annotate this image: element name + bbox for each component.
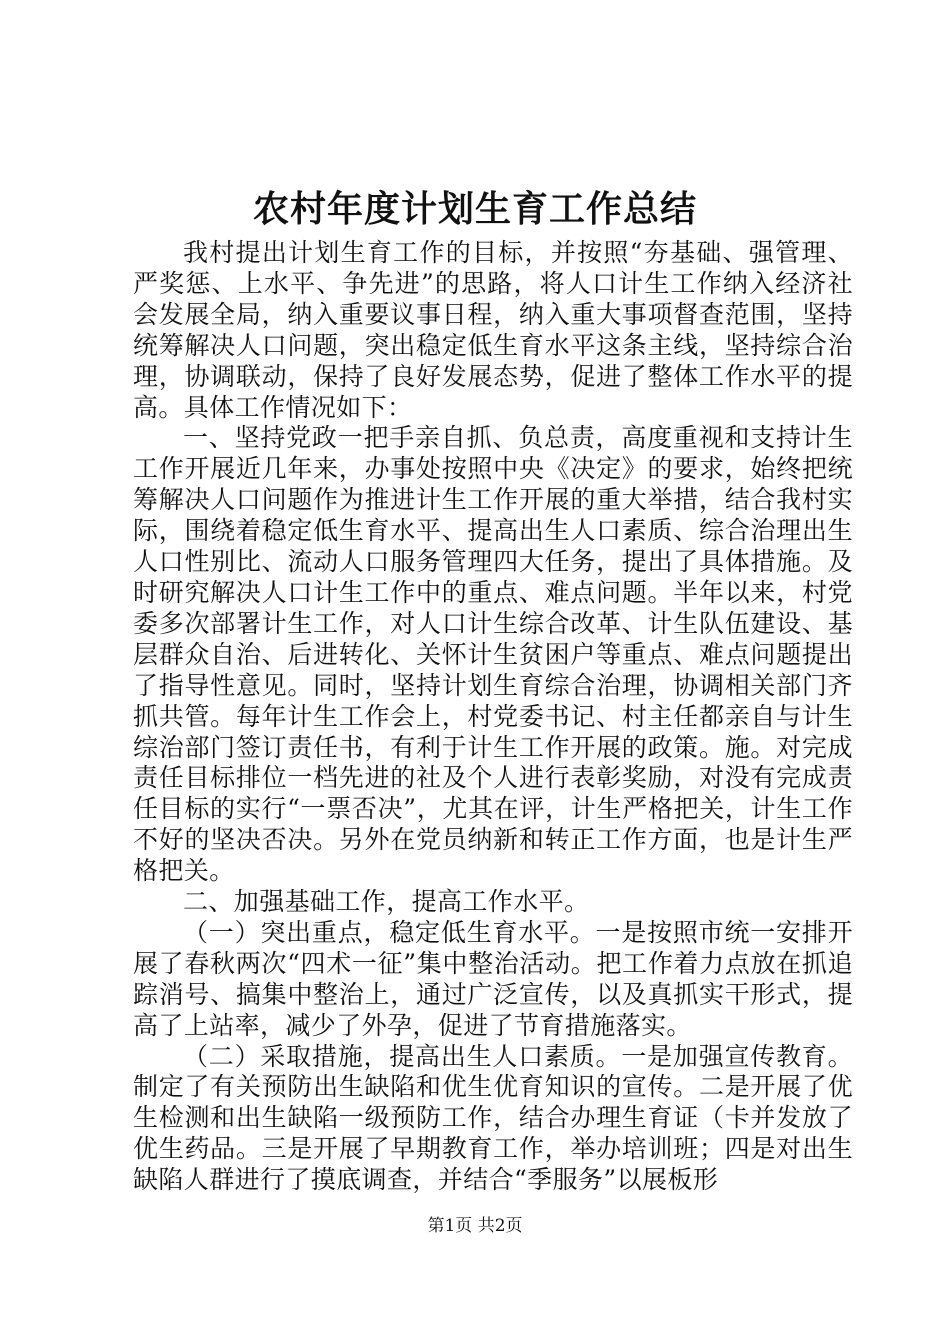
paragraph-section-1: 一、坚持党政一把手亲自抓、负总责，高度重视和支持计生工作开展近几年来，办事处按照中央《决定》的要求，始终把统筹解决人口问题作为推进计生工作开展的重大举措，结合我村实际，围绕着稳定低生育水平、提高出生人口素质、综合治理出生人口性别比、流动人口服务管理四大任务，提出了具体措施。及时研究解决人口计生工作中的重点、难点问题。半年以来，村党委多次部署计生工作，对人口计生综合改革、计生队伍建设、基层群众自治、后进转化、关怀计生贫困户等重点、难点问题提出了指导性意见。同时，坚持计划生育综合治理，协调相关部门齐抓共管。每年计生工作会上，村党委书记、村主任都亲自与计生综治部门签订责任书，有利于计生工作开展的政策。施。对完成责任目标排位一档先进的社及个人进行表彰奖励，对没有完成责任目标的实行“一票否决”，尤其在评，计生严格把关，计生工作不好的坚决否决。另外在党员纳新和转正工作方面，也是计生严格把关。 (133, 423, 853, 886)
paragraph-section-2-heading: 二、加强基础工作，提高工作水平。 (183, 887, 590, 917)
paragraph-intro: 我村提出计划生育工作的目标，并按照“夯基础、强管理、严奖惩、上水平、争先进”的思路，将人口计生工作纳入经济社会发展全局，纳入重要议事日程，纳入重大事项督查范围，坚持统筹解决人口问题，突出稳定低生育水平这条主线，坚持综合治理，协调联动，保持了良好发展态势，促进了整体工作水平的提高。具体工作情况如下： (133, 238, 853, 422)
paragraph-section-2-item-1: （一）突出重点，稳定低生育水平。一是按照市统一安排开展了春秋两次“四术一征”集中整治活动。把工作着力点放在抓追踪消号、搞集中整治上，通过广泛宣传，以及真抓实干形式，提高了上站率，减少了外孕，促进了节育措施落实。 (133, 917, 853, 1040)
page-number-footer: 第1页 共2页 (427, 1216, 523, 1236)
document-body (133, 238, 853, 1196)
paragraph-section-2-item-2: （二）采取措施，提高出生人口素质。一是加强宣传教育。制定了有关预防出生缺陷和优生优育知识的宣传。二是开展了优生检测和出生缺陷一级预防工作，结合办理生育证（卡并发放了优生药品。三是开展了早期教育工作，举办培训班；四是对出生缺陷人群进行了摸底调查，并结合“季服务”以展板形 (133, 1041, 853, 1195)
document-title: 农村年度计划生育工作总结 (252, 188, 697, 230)
